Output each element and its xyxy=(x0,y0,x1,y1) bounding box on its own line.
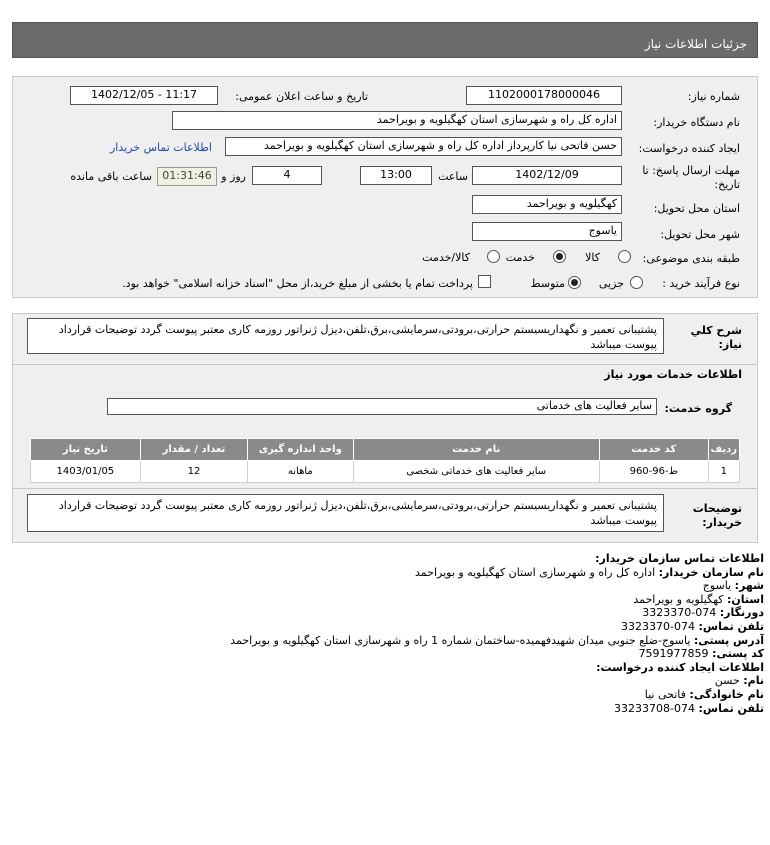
deadline-time-field: 13:00 xyxy=(360,166,432,185)
description-label-2: نیاز: xyxy=(718,338,742,351)
creator-info-title: اطلاعات ایجاد کننده درخواست: xyxy=(596,660,764,674)
contact-address: آدرس پستی: یاسوج-ضلع جنوبی میدان شهیدفهمیده-ساختمان شماره 1 راه و شهرسازی استان کهگیلویه و بویراحمد xyxy=(230,633,764,647)
services-section-title: اطلاعات خدمات مورد نیاز xyxy=(604,368,742,381)
services-table-header xyxy=(31,439,740,461)
row-index: 1 xyxy=(708,461,739,483)
category-goods-label: کالا xyxy=(585,251,600,264)
buyer-org-label: نام دستگاه خریدار: xyxy=(653,116,740,129)
need-number-field: 1102000178000046 xyxy=(466,86,622,105)
deadline-date-label: تاریخ: xyxy=(714,178,740,191)
table-row xyxy=(31,461,740,483)
buyer-notes-label: توضیحات xyxy=(692,502,742,515)
treasury-checkbox[interactable] xyxy=(478,275,491,288)
services-table xyxy=(30,438,740,483)
category-service-radio[interactable] xyxy=(553,250,566,263)
process-medium-radio[interactable] xyxy=(568,276,581,289)
buyer-org-field: اداره کل راه و شهرسازی استان کهگیلویه و بویراحمد xyxy=(172,111,622,130)
buyer-contact-link[interactable]: اطلاعات تماس خریدار xyxy=(110,141,212,154)
col-qty: تعداد / مقدار xyxy=(140,439,247,461)
category-goods-radio[interactable] xyxy=(618,250,631,263)
city-field: یاسوج xyxy=(472,222,622,241)
category-goods-service-label: کالا/خدمت xyxy=(422,251,470,264)
col-index: ردیف xyxy=(708,439,739,461)
deadline-label: مهلت ارسال پاسخ: تا xyxy=(642,164,740,177)
process-medium-label: متوسط xyxy=(530,277,565,290)
page-title: جزئیات اطلاعات نیاز xyxy=(644,37,747,51)
row-code: ط-96-960 xyxy=(599,461,708,483)
contact-phone: تلفن تماس: 074-3323370 xyxy=(621,619,764,633)
creator-label: ایجاد کننده درخواست: xyxy=(638,142,740,155)
row-unit: ماهانه xyxy=(248,461,353,483)
row-date: 1403/01/05 xyxy=(31,461,141,483)
contact-province: استان: کهگیلویه و بویراحمد xyxy=(633,592,764,606)
buyer-notes-label-2: خریدار: xyxy=(702,516,742,529)
col-date: تاریخ نیاز xyxy=(31,439,141,461)
row-name: سایر فعالیت های خدماتی شخصی xyxy=(353,461,599,483)
description-text: پشتیبانی تعمیر و نگهداریسیستم حرارتی،برودتی،سرمایشی،برق،تلفن،دیزل ژنراتور روزمه کاری معتبر پیوست گردد توضیحات قرارداد پیوست میباشد xyxy=(27,318,664,354)
col-unit: واحد اندازه گیری xyxy=(248,439,353,461)
days-remaining-field: 4 xyxy=(252,166,322,185)
announce-datetime-field: 1402/12/05 - 11:17 xyxy=(70,86,218,105)
contact-org: نام سازمان خریدار: اداره کل راه و شهرسازی استان کهگیلویه و بویراحمد xyxy=(415,565,764,579)
announce-datetime-label: تاریخ و ساعت اعلان عمومی: xyxy=(235,90,368,103)
contact-postal: کد پستی: 7591977859 xyxy=(638,647,764,661)
buyer-notes-text: پشتیبانی تعمیر و نگهداریسیستم حرارتی،برودتی،سرمایشی،برق،تلفن،دیزل ژنراتور روزمه کاری معتبر پیوست گردد توضیحات قرارداد پیوست میباشد xyxy=(27,494,664,532)
city-label: شهر محل تحویل: xyxy=(660,228,740,241)
service-group-field: سایر فعالیت های خدماتی xyxy=(107,398,657,415)
page-header xyxy=(12,22,758,58)
process-partial-radio[interactable] xyxy=(630,276,643,289)
process-partial-label: جزیی xyxy=(598,277,624,290)
need-number-label: شماره نیاز: xyxy=(687,90,740,103)
creator-field: حسن فاتحی نیا کارپرداز اداره کل راه و شهرسازی استان کهگیلویه و بویراحمد xyxy=(225,137,622,156)
days-label: روز و xyxy=(221,170,246,183)
row-qty: 12 xyxy=(140,461,247,483)
province-label: استان محل تحویل: xyxy=(653,202,740,215)
remaining-time-field: 01:31:46 xyxy=(157,167,217,186)
category-service-label: خدمت xyxy=(505,251,535,264)
treasury-text: پرداخت تمام یا بخشی از مبلغ خرید،از محل "اسناد خزانه اسلامی" خواهد بود. xyxy=(122,277,473,290)
service-group-label: گروه خدمت: xyxy=(664,402,732,415)
process-label: نوع فرآیند خرید : xyxy=(662,277,740,290)
contact-title: اطلاعات تماس سازمان خریدار: xyxy=(595,552,764,565)
description-label: شرح کلي xyxy=(690,324,742,337)
deadline-date-field: 1402/12/09 xyxy=(472,166,622,185)
category-goods-service-radio[interactable] xyxy=(487,250,500,263)
buyer-contact-info xyxy=(24,552,764,715)
category-label: طبقه بندی موضوعی: xyxy=(642,252,740,265)
province-field: کهگیلویه و بویراحمد xyxy=(472,195,622,214)
contact-fax: دورنگار: 074-3323370 xyxy=(642,606,764,620)
col-code: کد خدمت xyxy=(599,439,708,461)
creator-last-name: نام خانوادگی: فاتحی نیا xyxy=(644,687,764,701)
deadline-time-label: ساعت xyxy=(438,170,468,183)
remaining-time-label: ساعت باقی مانده xyxy=(70,170,152,183)
creator-phone: تلفن تماس: 074-33233708 xyxy=(614,701,764,715)
contact-city: شهر: یاسوج xyxy=(702,579,764,593)
col-name: نام خدمت xyxy=(353,439,599,461)
creator-first-name: نام: حسن xyxy=(714,674,764,688)
